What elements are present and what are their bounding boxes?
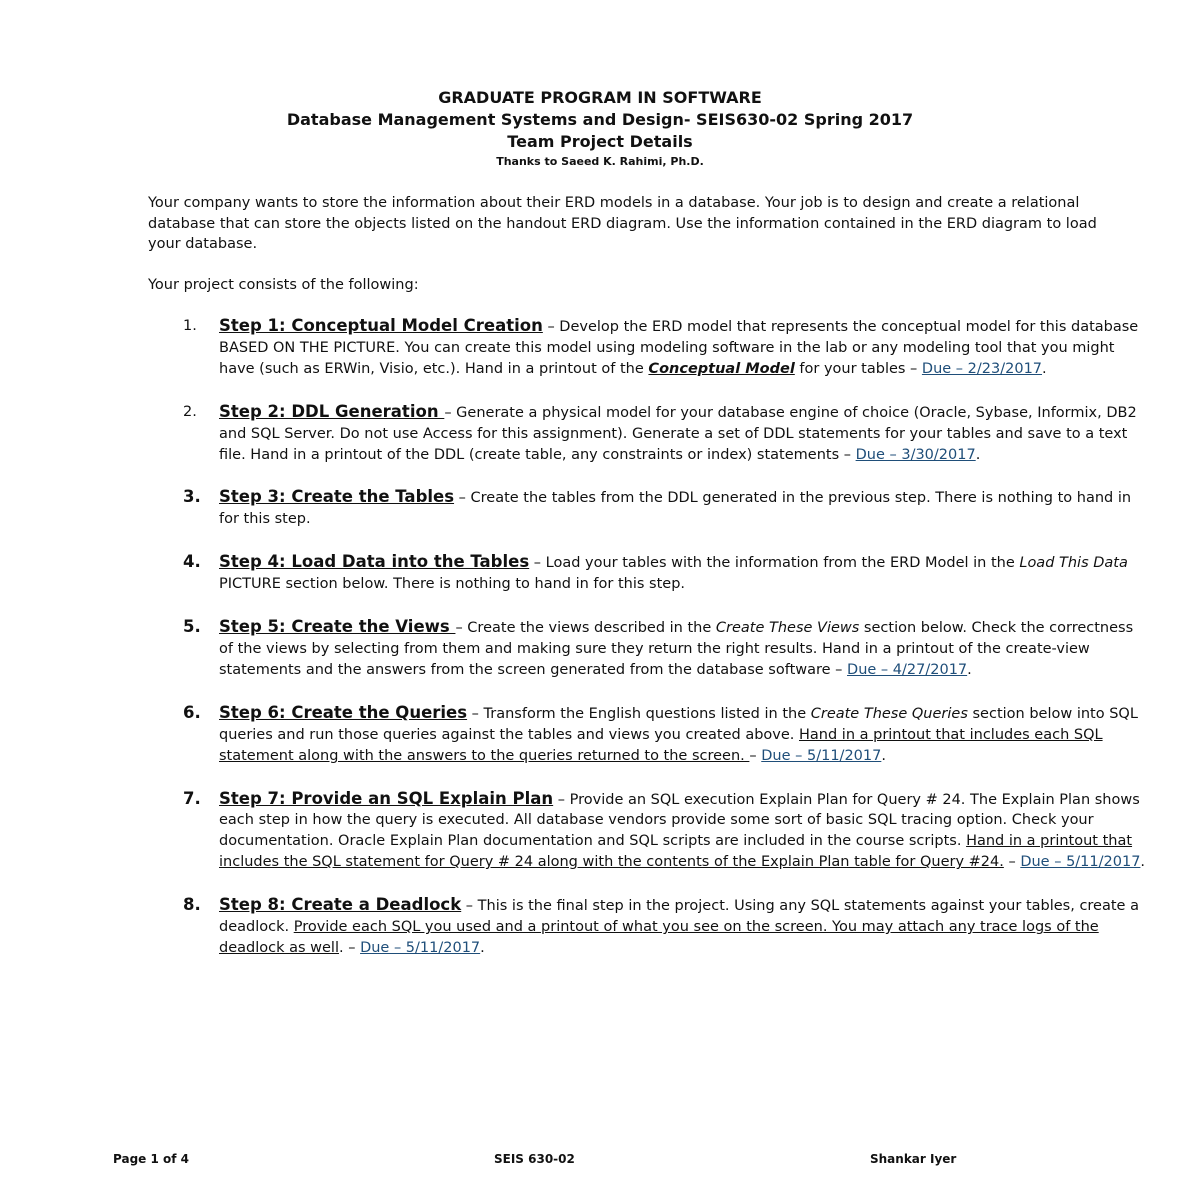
step-italic: Create These Queries: [810, 705, 968, 722]
step-text: – This is the final step in the project. Using any SQL statements against your tables, create a deadlock.: [219, 898, 1139, 936]
step-4: [148, 552, 1148, 595]
footer-author: Shankar Iyer: [870, 1152, 957, 1166]
intro-paragraph: Your company wants to store the information about their ERD models in a database. Your job is to design and create a relational database that can store the objects listed on the handout ERD diagram. Use the information contained in the ERD diagram to load your database.: [148, 195, 1097, 252]
step-number: 6.: [183, 702, 201, 722]
step-text: –: [749, 747, 762, 764]
step-text: – Create the views described in the: [455, 620, 716, 637]
due-date-link[interactable]: Due – 4/27/2017: [847, 661, 968, 678]
step-text: – Generate a physical model for your database engine of choice (Oracle, Sybase, Informix, DB2 and SQL Server. Do not use Access for this assignment). Generate a set of DDL statements for your tables and save to a text file. Hand in a printout of the DDL (create table, any constraints or index) statements –: [219, 404, 1137, 463]
step-title: Step 6: Create the Queries: [219, 702, 468, 722]
step-3: [148, 487, 1148, 530]
step-text: section below into SQL queries and run those queries against the tables and views you created above.: [219, 705, 1138, 743]
step-text: for your tables –: [794, 360, 922, 377]
step-text: PICTURE section below. There is nothing to hand in for this step.: [219, 576, 686, 593]
step-text: .: [967, 661, 972, 678]
step-text: .: [881, 747, 886, 764]
step-7: [148, 789, 1148, 874]
step-text: – Transform the English questions listed in the: [467, 705, 811, 722]
due-date-link[interactable]: Due – 5/11/2017: [761, 747, 882, 764]
step-number: 5.: [183, 617, 201, 637]
step-text: – Provide an SQL execution Explain Plan for Query # 24. The Explain Plan shows each step in how the query is executed. All database vendors provide some sort of basic SQL tracing option. Check your documentation. Oracle Explain Plan documentation and SQL scripts are included in the course scripts.: [219, 791, 1140, 850]
step-number: 4.: [183, 552, 201, 572]
step-number: 3.: [183, 487, 201, 507]
step-text: –: [1003, 854, 1021, 871]
step-italic: Load This Data: [1019, 555, 1128, 572]
step-number: 8.: [183, 895, 201, 915]
step-emphasis: Conceptual Model: [648, 360, 795, 377]
course-heading: Database Management Systems and Design- SEIS630-02 Spring 2017: [286, 110, 914, 129]
step-text: . –: [338, 939, 361, 956]
step-5: [148, 617, 1148, 681]
step-text: .: [1140, 854, 1146, 871]
footer-course-code: SEIS 630-02: [494, 1152, 575, 1166]
step-1: [148, 316, 1148, 380]
step-underlined: Provide each SQL you used and a printout of what you see on the screen. You may attach any trace logs of the deadlock as well: [219, 919, 1099, 956]
step-6: [148, 703, 1148, 767]
footer-page-number: Page 1 of 4: [113, 1152, 189, 1166]
step-title: Step 1: Conceptual Model Creation: [219, 316, 543, 335]
step-title: Step 5: Create the Views: [219, 617, 456, 637]
step-text: section below. Check the correctness of the views by selecting from them and making sure they return the right results. Hand in a printout of the create-view statements and the answers from the screen generated from the database software –: [219, 620, 1134, 678]
document-title: Team Project Details: [507, 132, 693, 151]
step-2: [148, 402, 1148, 466]
step-number: 2.: [183, 403, 197, 420]
step-text: – Develop the ERD model that represents the conceptual model for this database BASED ON THE PICTURE. You can create this model using modeling software in the lab or any modeling tool that you might have (such as ERWin, Visio, etc.). Hand in a printout of the: [219, 319, 1139, 377]
step-title: Step 8: Create a Deadlock: [219, 895, 462, 915]
step-title: Step 2: DDL Generation: [219, 401, 445, 421]
due-date-link[interactable]: Due – 2/23/2017: [921, 360, 1043, 377]
step-text: .: [975, 446, 981, 463]
step-text: – Create the tables from the DDL generated in the previous step. There is nothing to hand in for this step.: [219, 490, 1132, 528]
lead-paragraph: Your project consists of the following:: [148, 277, 419, 293]
step-italic: Create These Views: [715, 620, 860, 637]
step-title: Step 7: Provide an SQL Explain Plan: [219, 788, 554, 808]
step-text: – Load your tables with the information from the ERD Model in the: [529, 555, 1020, 572]
step-title: Step 3: Create the Tables: [219, 487, 455, 507]
step-title: Step 4: Load Data into the Tables: [219, 552, 530, 572]
step-text: .: [1042, 360, 1047, 377]
step-underlined: Hand in a printout that includes the SQL statement for Query # 24 along with the contents of the Explain Plan table for Query #24.: [219, 833, 1133, 871]
step-underlined: Hand in a printout that includes each SQL statement along with the answers to the queries returned to the screen.: [219, 726, 1103, 764]
step-number: 7.: [183, 788, 201, 808]
step-number: 1.: [183, 318, 197, 334]
thanks-line: Thanks to Saeed K. Rahimi, Ph.D.: [496, 155, 704, 168]
step-text: .: [480, 939, 485, 956]
steps-list: [148, 316, 1148, 981]
step-8: [148, 895, 1148, 959]
program-heading: GRADUATE PROGRAM IN SOFTWARE: [438, 88, 762, 107]
due-date-link[interactable]: Due – 3/30/2017: [855, 446, 976, 463]
due-date-link[interactable]: Due – 5/11/2017: [1020, 854, 1141, 871]
due-date-link[interactable]: Due – 5/11/2017: [360, 939, 481, 956]
